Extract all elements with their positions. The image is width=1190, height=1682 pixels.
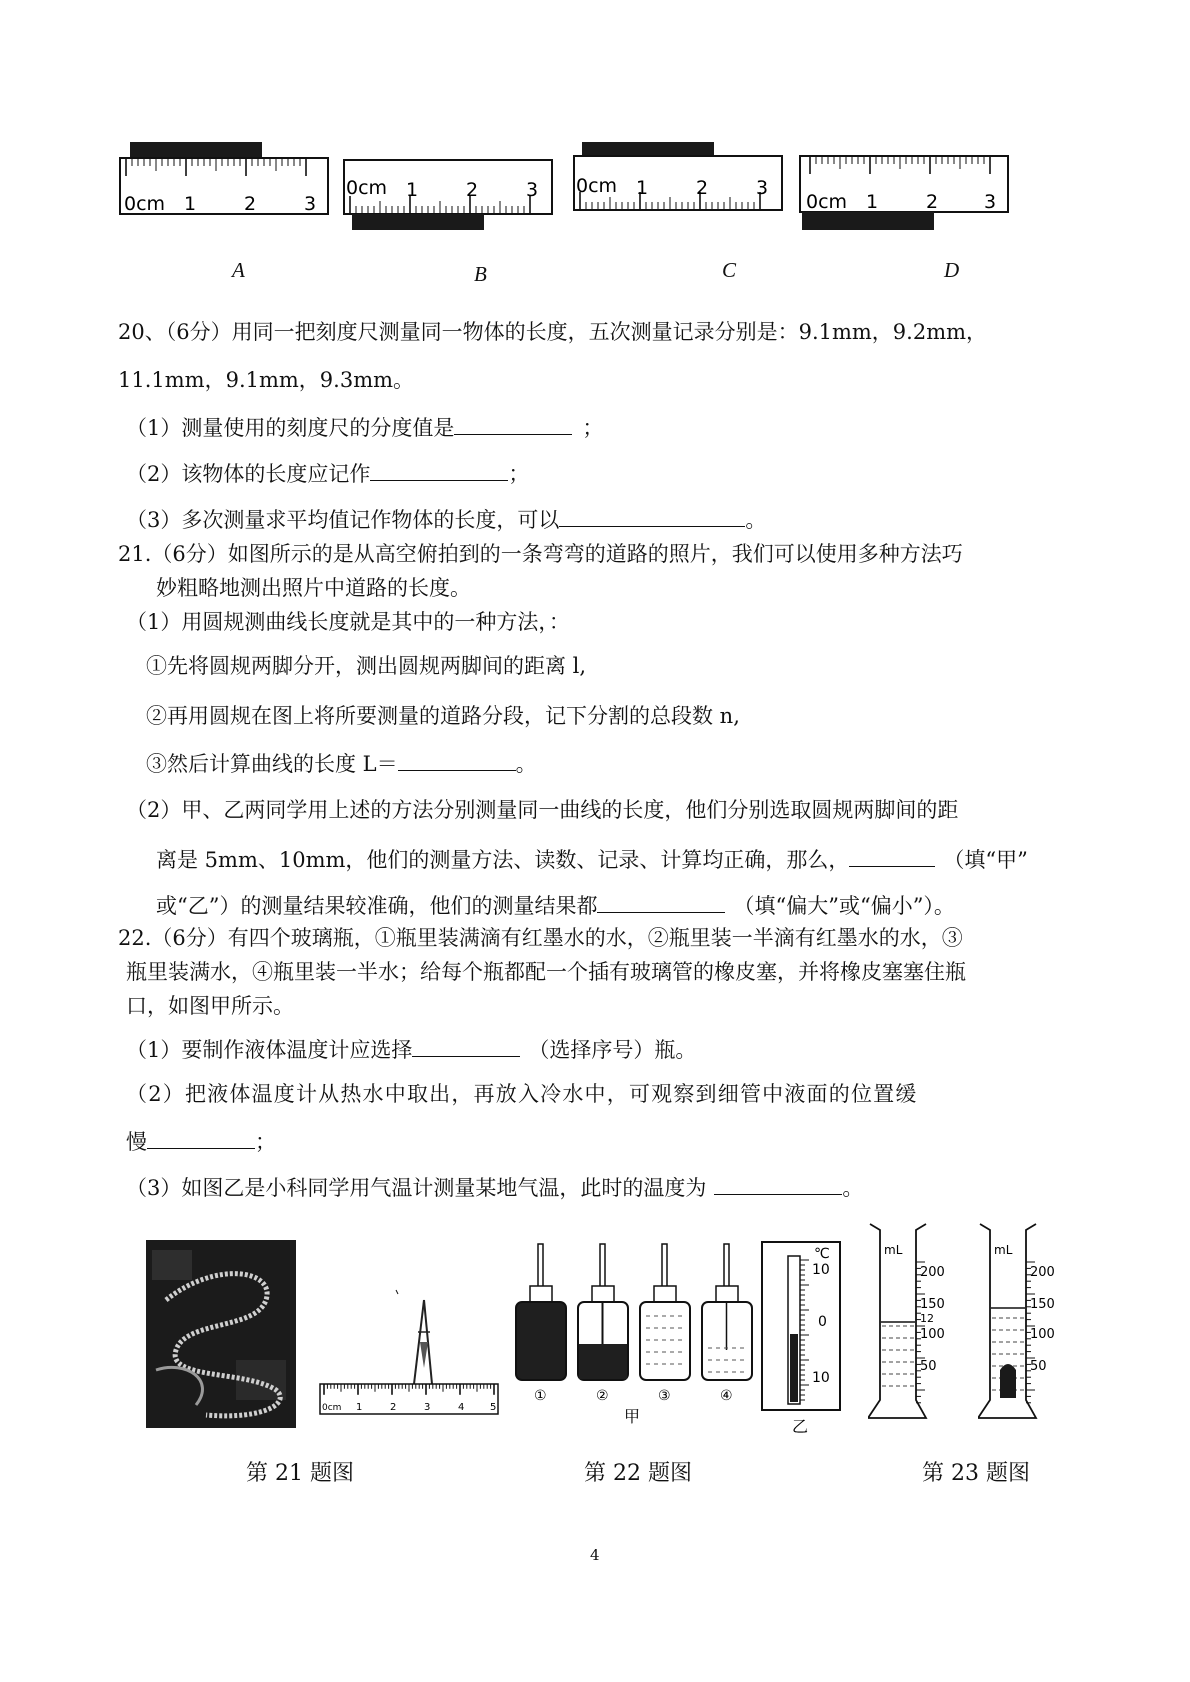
q20-line-2: 11.1mm，9.1mm，9.3mm。 [118, 368, 415, 392]
cylinder-1-drawing [868, 1222, 968, 1422]
q21-step-2: ②再用圆规在图上将所要测量的道路分段，记下分割的总段数 n, [146, 704, 740, 728]
ruler-tick-2: 2 [244, 193, 257, 215]
cylinder-2-tick-100: 100 [1030, 1327, 1055, 1342]
ruler-unit-label: 0cm [806, 191, 848, 213]
figure-21-caption: 第 21 题图 [246, 1461, 354, 1486]
ruler-figure-b [342, 158, 556, 238]
cylinder-2-tick-50: 50 [1030, 1359, 1047, 1374]
q21-part-1: （1）用圆规测曲线长度就是其中的一种方法，： [126, 610, 570, 634]
q21-answer-blank-1[interactable] [398, 748, 516, 771]
object-bar [130, 142, 262, 158]
ruler-label-a: A [232, 258, 245, 282]
q22-answer-blank-3[interactable] [714, 1172, 842, 1195]
q20-part-1-text: （1）测量使用的刻度尺的分度值是 [126, 416, 455, 440]
bottles-figure [508, 1240, 758, 1424]
compass-icon [414, 1300, 432, 1384]
q20-line-1: 20、（6分）用同一把刻度尺测量同一物体的长度，五次测量记录分别是：9.1mm，9.2mm， [118, 320, 988, 344]
compass-on-ruler [318, 1282, 502, 1432]
q20-part-2-text: （2）该物体的长度应记作 [126, 462, 371, 486]
cylinder-1-unit: mL [884, 1243, 903, 1257]
q22-part-3-text: （3）如图乙是小科同学用气温计测量某地气温，此时的温度为 [126, 1176, 707, 1200]
ruler-tick-3: 3 [984, 191, 997, 213]
bottle-label-1: ① [534, 1388, 547, 1404]
thermometer-figure [760, 1236, 842, 1436]
ruler-tick-2: 2 [926, 191, 939, 213]
q21-line-2: 妙粗略地测出照片中道路的长度。 [156, 576, 471, 600]
bottle-4 [702, 1244, 752, 1380]
q22-line-2: 瓶里装满水，④瓶里装一半水；给每个瓶都配一个插有玻璃管的橡皮塞，并将橡皮塞塞住瓶 [126, 960, 966, 984]
q20-answer-blank-1[interactable] [454, 412, 572, 435]
cylinder-2-tick-150: 150 [1030, 1297, 1055, 1312]
road-aerial-photo [146, 1240, 296, 1428]
small-ruler-tick-3: 3 [424, 1402, 431, 1413]
q20-part-1-end: ； [582, 416, 604, 440]
q21-step-3-text: ③然后计算曲线的长度 L＝ [146, 752, 398, 776]
figure-23-caption: 第 23 题图 [922, 1461, 1030, 1486]
q22-part-2-line-2 [126, 1126, 276, 1156]
q22-part-1 [126, 1034, 696, 1064]
small-ruler-tick-5: 5 [490, 1402, 497, 1413]
page-number: 4 [590, 1546, 600, 1564]
bottle-label-3: ③ [658, 1388, 671, 1404]
q22-answer-blank-2[interactable] [147, 1126, 255, 1149]
ruler-tick-1: 1 [866, 191, 879, 213]
bottle-label-2: ② [596, 1388, 609, 1404]
q22-part-3 [126, 1172, 863, 1202]
ruler-tick-1: 1 [406, 179, 419, 201]
q20-answer-blank-2[interactable] [370, 458, 508, 481]
ruler-figure-d [798, 154, 1012, 238]
q21-part-2-line-3-text: 或“乙”）的测量结果较准确，他们的测量结果都 [156, 894, 598, 918]
bottle-label-4: ④ [720, 1388, 733, 1404]
q21-step-3 [146, 748, 537, 778]
q22-part-2-line-2-text: 慢 [126, 1130, 147, 1154]
q21-part-2-line-3 [156, 890, 955, 920]
bottles-drawing [508, 1240, 758, 1424]
q21-line-1: 21.（6分）如图所示的是从高空俯拍到的一条弯弯的道路的照片，我们可以使用多种方法巧 [118, 542, 963, 566]
q20-part-2 [126, 458, 529, 488]
q22-part-2-line-2-end: ； [255, 1130, 276, 1154]
cylinder-2-figure [978, 1222, 1078, 1422]
q21-part-2-line-1: （2）甲、乙两同学用上述的方法分别测量同一曲线的长度，他们分别选取圆规两脚间的距 [126, 798, 959, 822]
q21-part-2-line-3-end: （填“偏大”或“偏小”）。 [733, 894, 955, 918]
bottle-2 [578, 1244, 628, 1380]
q21-answer-blank-2[interactable] [849, 844, 935, 867]
q21-answer-blank-3[interactable] [597, 890, 725, 913]
object-bar [352, 214, 484, 230]
q20-part-2-end: ； [508, 462, 530, 486]
q20-part-1 [126, 412, 603, 442]
cylinder-1-figure [868, 1222, 968, 1422]
ruler-b-drawing [342, 158, 556, 238]
submerged-stone [1000, 1364, 1016, 1398]
thermometer-tick-top: 10 [812, 1262, 830, 1278]
figure-yi-label: 乙 [792, 1417, 809, 1436]
compass-ruler-drawing [318, 1282, 502, 1432]
bottle-1 [516, 1244, 566, 1380]
q21-part-2-line-2-text: 离是 5mm、10mm，他们的测量方法、读数、记录、计算均正确，那么， [156, 848, 850, 872]
ruler-unit-label: 0cm [346, 177, 388, 199]
q22-part-1-text: （1）要制作液体温度计应选择 [126, 1038, 413, 1062]
ruler-a-drawing [118, 138, 332, 218]
thermometer-drawing [760, 1236, 842, 1436]
q21-part-2-line-2-end: （填“甲” [943, 848, 1028, 872]
q21-step-3-end: 。 [515, 752, 537, 776]
ruler-tick-2: 2 [466, 179, 479, 201]
object-bar [802, 212, 934, 230]
small-ruler-unit: 0cm [322, 1403, 342, 1413]
q22-part-1-end: （选择序号）瓶。 [528, 1038, 697, 1062]
small-ruler-tick-4: 4 [458, 1402, 465, 1413]
q21-part-2-line-2 [156, 844, 1028, 874]
cylinder-1-tick-100: 100 [920, 1327, 945, 1342]
bottle-3 [640, 1244, 690, 1380]
ruler-unit-label: 0cm [124, 193, 166, 215]
q21-step-1: ①先将圆规两脚分开，测出圆规两脚间的距离 l, [146, 654, 587, 678]
q22-answer-blank-1[interactable] [412, 1034, 520, 1057]
thermometer-tick-bottom: 10 [812, 1370, 830, 1386]
q22-part-2-line-1: （2）把液体温度计从热水中取出，再放入冷水中，可观察到细管中液面的位置缓 [126, 1082, 918, 1106]
cylinder-1-tick-150: 150 [920, 1297, 945, 1312]
q20-part-3-text: （3）多次测量求平均值记作物体的长度，可以 [126, 508, 560, 532]
cylinder-2-tick-200: 200 [1030, 1265, 1055, 1280]
q22-part-3-end: 。 [842, 1176, 864, 1200]
q22-line-1: 22.（6分）有四个玻璃瓶，①瓶里装满滴有红墨水的水，②瓶里装一半滴有红墨水的水，③ [118, 926, 963, 950]
ruler-tick-2: 2 [696, 177, 709, 199]
thermometer-tick-zero: 0 [818, 1314, 827, 1330]
ruler-figure-c [572, 138, 786, 218]
thermometer-liquid [790, 1334, 798, 1402]
ruler-tick-1: 1 [636, 177, 649, 199]
ruler-tick-3: 3 [756, 177, 769, 199]
ruler-d-drawing [798, 154, 1012, 238]
q20-part-3-end: 。 [745, 508, 767, 532]
q20-part-3 [126, 504, 766, 534]
cylinder-2-unit: mL [994, 1243, 1013, 1257]
cylinder-1-tick-200: 200 [920, 1265, 945, 1280]
cylinder-1-tick-120: 12 [920, 1312, 934, 1325]
ruler-figure-a [118, 138, 332, 218]
ruler-label-b: B [474, 262, 487, 286]
ruler-tick-3: 3 [526, 179, 539, 201]
ruler-label-c: C [722, 258, 737, 282]
ruler-label-d: D [944, 258, 960, 282]
cylinder-1-tick-50: 50 [920, 1359, 937, 1374]
figure-22-caption: 第 22 题图 [584, 1461, 692, 1486]
road-photo-drawing [146, 1240, 296, 1428]
cylinder-2-drawing [978, 1222, 1078, 1422]
small-ruler-tick-2: 2 [390, 1402, 397, 1413]
figure-jia-label: 甲 [624, 1407, 641, 1424]
ruler-c-drawing [572, 138, 786, 218]
ruler-unit-label: 0cm [576, 175, 618, 197]
q20-answer-blank-3[interactable] [559, 504, 745, 527]
thermometer-unit: ℃ [814, 1246, 830, 1262]
ruler-tick-1: 1 [184, 193, 197, 215]
q22-line-3: 口，如图甲所示。 [126, 994, 294, 1018]
small-ruler-tick-1: 1 [356, 1402, 363, 1413]
ruler-tick-3: 3 [304, 193, 317, 215]
